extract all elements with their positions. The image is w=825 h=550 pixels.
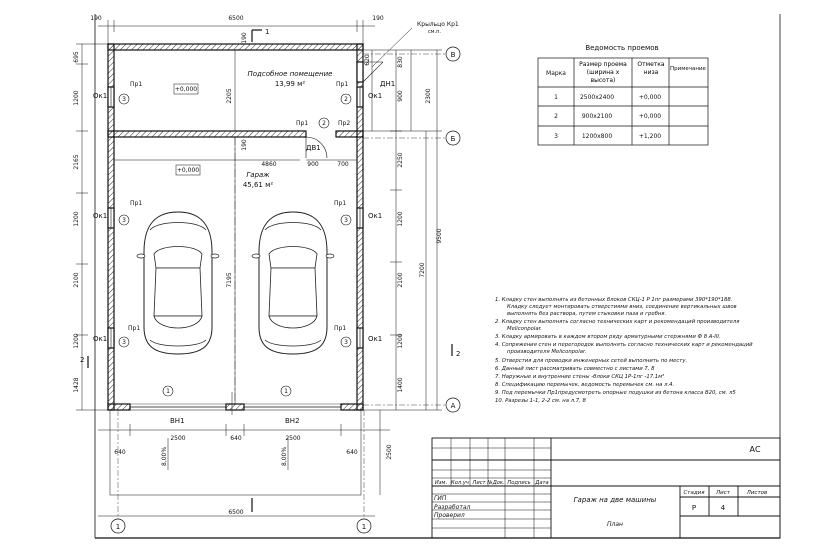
- openings-r2-level: +0,000: [638, 113, 662, 120]
- note-line: 5. Отверстия для проводки инженерных сетей выполнить по месту.: [495, 358, 688, 364]
- tb-sheet-label: Лист: [716, 490, 730, 496]
- label-pr1-d: Пр1: [130, 200, 143, 207]
- note-line: производителя Meliconpolar.: [507, 349, 587, 355]
- level-garage: +0,000: [176, 167, 200, 174]
- label-ok1-b: Ок1: [368, 92, 383, 100]
- label-pr1-c: Пр1: [296, 120, 309, 127]
- dim-bottom-a: 640: [114, 449, 126, 456]
- dim-right-830: 830: [397, 56, 404, 68]
- openings-r1-level: +0,000: [638, 94, 662, 101]
- openings-table-title: Ведомость проемов: [585, 44, 659, 52]
- openings-r3-mark: 3: [554, 133, 558, 140]
- note-line: 8. Спецификацию перемычек, ведомость перемычек см. на л.4.: [495, 382, 675, 388]
- mark-3-b: 3: [122, 217, 126, 224]
- dim-190-b: 190: [241, 139, 248, 151]
- tb-col-count: Кол.уч: [451, 480, 469, 486]
- note-line: 7. Наружные и внутренние стены -блоки СКЦ 1Р-1пг -17.1м³: [495, 374, 665, 380]
- note-line: 3. Кладку армировать в каждом втором ряду арматурными стержнями Ф 8 А-III.: [495, 334, 721, 340]
- dim-left-2: 1200: [73, 90, 80, 106]
- mark-1-b: 1: [284, 388, 288, 395]
- dim-right-9500: 9500: [436, 228, 443, 244]
- car-right: [252, 212, 334, 354]
- tb-stage-label: Стадия: [683, 490, 705, 496]
- dim-bottom-total: 6500: [228, 509, 244, 516]
- tb-role-developer: Разработал: [434, 504, 471, 511]
- axis-1-left: 1: [115, 523, 121, 531]
- dim-right-2300: 2300: [425, 88, 432, 104]
- label-dv1: ДВ1: [306, 144, 321, 152]
- car-left: [137, 212, 219, 354]
- slope-left: 8,00%: [161, 446, 168, 466]
- tb-col-date: Дата: [535, 480, 549, 486]
- label-ok1-e: Ок1: [93, 335, 108, 343]
- tb-sheet-name: План: [607, 521, 623, 528]
- dim-right-2250: 2250: [397, 152, 404, 168]
- note-line: 2. Кладку стен выполнять согласно технических карт и рекомендаций производителя: [495, 319, 740, 325]
- dim-right-900: 900: [397, 90, 404, 102]
- porch-label: Крыльцо Кр1: [417, 21, 459, 28]
- label-pr1-f: Пр1: [128, 325, 141, 332]
- tb-sheet-value: 4: [720, 504, 726, 512]
- axis-v: В: [450, 51, 456, 59]
- note-line: 6. Данный лист рассматривать совместно с листами 7, 8: [495, 366, 655, 372]
- note-line: 9. Под перемычки Пр1предусмотреть опорные подушки из бетона класса В20, см. л5: [495, 390, 736, 396]
- tb-role-checker: Проверил: [434, 512, 465, 519]
- cut-marker-2-left: 2: [80, 356, 85, 364]
- dim-top-right: 190: [372, 15, 384, 22]
- garage-room-area: 45,61 м²: [242, 181, 274, 189]
- mark-2-a: 2: [344, 96, 348, 103]
- cut-marker-2-right: 2: [456, 350, 461, 358]
- dim-left-7: 1428: [73, 377, 80, 393]
- label-vn2: ВН2: [285, 417, 300, 425]
- porch-sublabel: см.п.: [428, 29, 441, 35]
- openings-r1-mark: 1: [554, 94, 558, 101]
- note-line: выполнять без раствора, путем стыковки паза и гребня.: [507, 311, 667, 317]
- cut-marker-1: 1: [265, 28, 270, 36]
- dim-right-2500: 2500: [386, 444, 393, 460]
- dim-left-5: 2100: [73, 272, 80, 288]
- label-dn1: ДН1: [380, 80, 396, 88]
- utility-room-name: Подсобное помещение: [247, 70, 333, 78]
- dim-bottom-e: 640: [346, 449, 358, 456]
- dim-2205: 2205: [226, 88, 233, 104]
- dim-left-3: 2165: [73, 154, 80, 170]
- label-ok1-d: Ок1: [368, 212, 383, 220]
- general-notes: [495, 297, 753, 404]
- floor-plan: [73, 15, 460, 533]
- dim-top-left: 190: [90, 15, 102, 22]
- dim-700: 700: [337, 161, 349, 168]
- mark-3-a: 3: [122, 96, 126, 103]
- label-ok1-a: Ок1: [93, 92, 108, 100]
- dim-right-1200-a: 1200: [397, 211, 404, 227]
- dim-top-total: 6500: [228, 15, 244, 22]
- axis-a: А: [450, 402, 456, 410]
- walls: [108, 44, 363, 410]
- axis-1-right: 1: [361, 523, 367, 531]
- slope-right: 8,00%: [281, 446, 288, 466]
- label-ok1-f: Ок1: [368, 335, 383, 343]
- openings-head-mark: Марка: [546, 70, 566, 77]
- tb-col-sign: Подпись: [507, 480, 531, 486]
- tb-col-change: Изм.: [434, 480, 448, 486]
- dim-right-1200-b: 1200: [397, 333, 404, 349]
- tb-col-sheet: Лист: [472, 480, 486, 486]
- tb-stage-value: Р: [691, 504, 697, 512]
- tb-project: Гараж на две машины: [573, 496, 657, 504]
- dim-7195: 7195: [226, 272, 233, 288]
- dim-right-2100: 2100: [397, 272, 404, 288]
- label-pr2-a: Пр2: [338, 120, 351, 127]
- dim-left-6: 1200: [73, 333, 80, 349]
- dim-right-620: 620: [364, 54, 371, 66]
- note-line: 1. Кладку стен выполнять из бетонных блоков СКЦ-1 Р 1пг размерами 390*190*188.: [495, 297, 733, 303]
- openings-r2-mark: 2: [554, 113, 558, 120]
- openings-r2-size: 900x2100: [581, 113, 613, 120]
- openings-r3-size: 1200x800: [581, 133, 613, 140]
- dim-right-7200: 7200: [419, 262, 426, 278]
- openings-head-size: Размер проема (ширина х высота): [579, 61, 627, 84]
- label-pr1-g: Пр1: [334, 325, 347, 332]
- openings-table: [538, 44, 708, 145]
- dim-left-4: 1200: [73, 211, 80, 227]
- note-line: 10. Разрезы 1-1, 2-2 см. на л.7, 8: [495, 398, 586, 404]
- utility-room-area: 13,99 м²: [274, 80, 306, 88]
- label-pr1-b: Пр1: [336, 81, 349, 88]
- dim-bottom-d: 2500: [285, 435, 301, 442]
- dim-bottom-b: 2500: [170, 435, 186, 442]
- dim-bottom-c: 640: [230, 435, 242, 442]
- label-ok1-c: Ок1: [93, 212, 108, 220]
- mark-1-a: 1: [166, 388, 170, 395]
- mark-3-d: 3: [122, 339, 126, 346]
- tb-role-gip: ГИП: [434, 495, 447, 502]
- openings-head-note: Примечание: [670, 66, 706, 72]
- label-vn1: ВН1: [170, 417, 185, 425]
- openings-r3-level: +1,200: [638, 133, 662, 140]
- note-line: Кладку следует монтировать отверстиями вниз, соединение вертикальных швов: [507, 304, 737, 310]
- dim-4860: 4860: [261, 161, 277, 168]
- openings-head-level: Отметка низа: [637, 61, 665, 76]
- title-block: [432, 438, 780, 538]
- tb-sheets-label: Листов: [746, 490, 768, 496]
- dim-900: 900: [307, 161, 319, 168]
- dim-right-1400: 1400: [397, 377, 404, 393]
- garage-room-name: Гараж: [246, 171, 270, 179]
- dim-left-1: 695: [73, 51, 80, 63]
- note-line: 4. Сопряжения стен и перегородок выполнять согласно технических карт и рекомендаций: [495, 342, 753, 348]
- dim-190-a: 190: [241, 32, 248, 44]
- axis-b: Б: [450, 135, 456, 143]
- openings-r1-size: 2500x2400: [579, 94, 615, 101]
- tb-code: АС: [749, 445, 761, 454]
- level-top: +0,000: [174, 86, 198, 93]
- label-pr1-e: Пр1: [334, 200, 347, 207]
- label-pr1-a: Пр1: [130, 81, 143, 88]
- tb-col-doc: №Док.: [487, 480, 505, 486]
- mark-3-e: 3: [344, 339, 348, 346]
- mark-3-c: 3: [344, 217, 348, 224]
- note-line: Meliconpolar.: [507, 326, 542, 332]
- mark-2-b: 2: [322, 120, 326, 127]
